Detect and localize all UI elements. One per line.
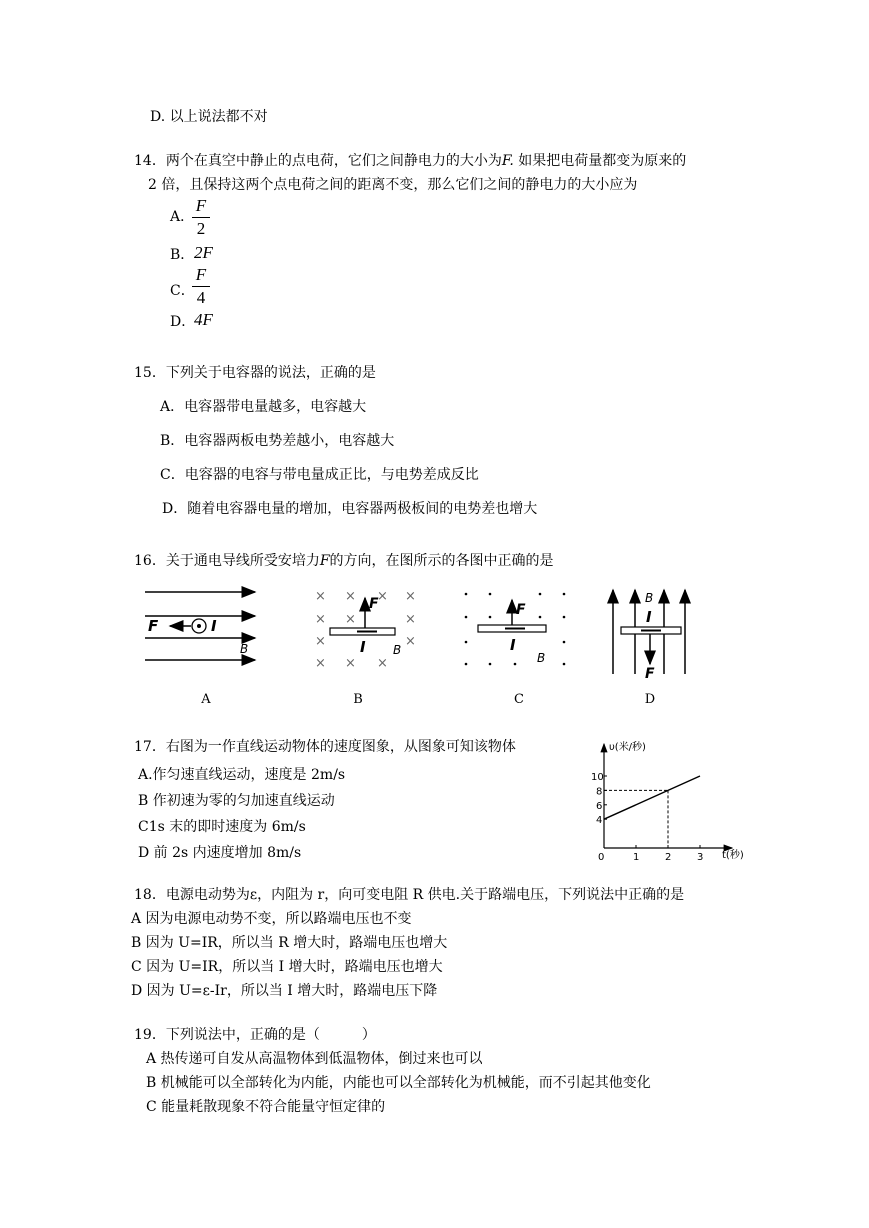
- fraction-bar: [192, 286, 210, 287]
- q14-stem-line2: 2 倍，且保持这两个点电荷之间的距离不变，那么它们之间的静电力的大小应为: [148, 177, 638, 193]
- q14-stem-force: F.: [501, 153, 514, 169]
- q14-option-b-value: 2F: [194, 243, 213, 262]
- q18-option-d: D 因为 U=ε-Ir，所以当 I 增大时，路端电压下降: [131, 983, 438, 999]
- figure-c-label: C: [514, 692, 524, 707]
- field-label: B: [393, 643, 402, 657]
- current-label: I: [211, 617, 217, 635]
- figure-d-label: D: [644, 692, 656, 707]
- q14-option-c-denominator: 4: [196, 288, 206, 307]
- svg-text:×: ×: [405, 589, 416, 604]
- q14-stem-part1: 14．两个在真空中静止的点电荷，它们之间静电力的大小为: [134, 153, 502, 169]
- q13-option-d: D. 以上说法都不对: [150, 109, 268, 125]
- figure-b-diagram: [305, 582, 430, 682]
- svg-text:×: ×: [315, 612, 326, 627]
- force-label: F: [148, 617, 159, 635]
- q19-stem: 19．下列说法中，正确的是（ ）: [134, 1027, 376, 1043]
- field-label: B: [537, 651, 546, 665]
- current-dot: [197, 624, 201, 628]
- q16-stem-force: F: [319, 553, 330, 569]
- q18-stem: 18．电源电动势为ε，内阻为 r，向可变电阻 R 供电.关于路端电压，下列说法中正确的是: [134, 887, 685, 903]
- q14-option-c-numerator: F: [195, 265, 207, 284]
- field-label: B: [645, 591, 654, 605]
- q18-option-a: A 因为电源电动势不变，所以路端电压也不变: [131, 911, 412, 927]
- q17-option-b: B 作初速为零的匀加速直线运动: [138, 793, 335, 809]
- x-tick-label: 1: [633, 852, 640, 863]
- q16-stem-part1: 16．关于通电导线所受安培力: [134, 553, 320, 569]
- field-label: B: [240, 642, 249, 656]
- q14-stem-line1: [134, 152, 686, 170]
- figure-a-diagram: [140, 582, 265, 677]
- y-tick-label: 10: [591, 772, 604, 783]
- q16-stem: [134, 552, 554, 570]
- svg-text:×: ×: [315, 589, 326, 604]
- q14-option-a-label: A．: [170, 209, 195, 225]
- velocity-line: [604, 776, 700, 819]
- force-label: F: [645, 666, 655, 682]
- figure-c-diagram: [460, 582, 580, 677]
- velocity-time-chart: [590, 738, 750, 868]
- q17-option-d: D 前 2s 内速度增加 8m/s: [138, 845, 302, 861]
- q15-option-d: D．随着电容器电量的增加，电容器两极板间的电势差也增大: [162, 501, 538, 517]
- q14-option-d-label: D．: [170, 314, 196, 330]
- q18-option-b: B 因为 U=IR，所以当 R 增大时，路端电压也增大: [131, 935, 448, 951]
- force-label: F: [369, 596, 379, 612]
- y-tick-label: 6: [596, 800, 603, 812]
- q15-option-a: A．电容器带电量越多，电容越大: [160, 399, 367, 415]
- q17-option-c: C1s 末的即时速度为 6m/s: [138, 819, 306, 835]
- q14-option-a-fraction: [192, 196, 210, 239]
- origin-label: 0: [598, 852, 605, 863]
- current-label: I: [646, 608, 652, 626]
- svg-text:×: ×: [405, 634, 416, 649]
- y-tick-label: 8: [596, 786, 603, 798]
- q19-option-c: C 能量耗散现象不符合能量守恒定律的: [146, 1099, 386, 1115]
- q14-option-a-numerator: F: [195, 196, 207, 215]
- q19-option-b: B 机械能可以全部转化为内能，内能也可以全部转化为机械能，而不引起其他变化: [146, 1075, 651, 1091]
- svg-text:×: ×: [345, 612, 356, 627]
- x-tick-label: 3: [697, 852, 704, 863]
- q17-stem: 17．右图为一作直线运动物体的速度图象，从图象可知该物体: [134, 739, 516, 755]
- q14-option-d-value: 4F: [194, 310, 213, 329]
- y-tick-label: 4: [596, 815, 603, 827]
- y-axis-label: υ(米/秒): [609, 742, 646, 753]
- q14-option-a-denominator: 2: [196, 219, 206, 238]
- q18-option-c: C 因为 U=IR，所以当 I 增大时，路端电压也增大: [131, 959, 443, 975]
- svg-text:×: ×: [377, 656, 388, 671]
- x-axis-label: t(秒): [722, 850, 744, 861]
- figure-b-label: B: [353, 692, 363, 707]
- figure-d-diagram: [605, 582, 700, 682]
- q16-stem-part2: 的方向，在图所示的各图中正确的是: [329, 553, 554, 569]
- force-label: F: [516, 602, 526, 618]
- current-label: I: [360, 638, 366, 656]
- q17-option-a: A.作匀速直线运动，速度是 2m/s: [138, 767, 346, 783]
- fraction-bar: [192, 217, 210, 218]
- q14-option-b-label: B．: [170, 247, 195, 263]
- q15-stem: 15．下列关于电容器的说法，正确的是: [134, 365, 376, 381]
- svg-text:×: ×: [345, 656, 356, 671]
- svg-text:×: ×: [315, 656, 326, 671]
- svg-text:×: ×: [345, 589, 356, 604]
- x-tick-label: 2: [665, 852, 672, 863]
- svg-text:×: ×: [377, 589, 388, 604]
- q15-option-b: B．电容器两板电势差越小，电容越大: [160, 433, 395, 449]
- q14-option-c-fraction: [192, 265, 210, 308]
- svg-text:×: ×: [315, 634, 326, 649]
- current-label: I: [510, 636, 516, 654]
- svg-text:×: ×: [405, 612, 416, 627]
- q14-option-c-label: C．: [170, 283, 195, 299]
- figure-a-label: A: [201, 692, 211, 707]
- q14-stem-part2: 如果把电荷量都变为原来的: [513, 153, 687, 169]
- q15-option-c: C．电容器的电容与带电量成正比，与电势差成反比: [160, 467, 479, 483]
- q19-option-a: A 热传递可自发从高温物体到低温物体，倒过来也可以: [146, 1051, 483, 1067]
